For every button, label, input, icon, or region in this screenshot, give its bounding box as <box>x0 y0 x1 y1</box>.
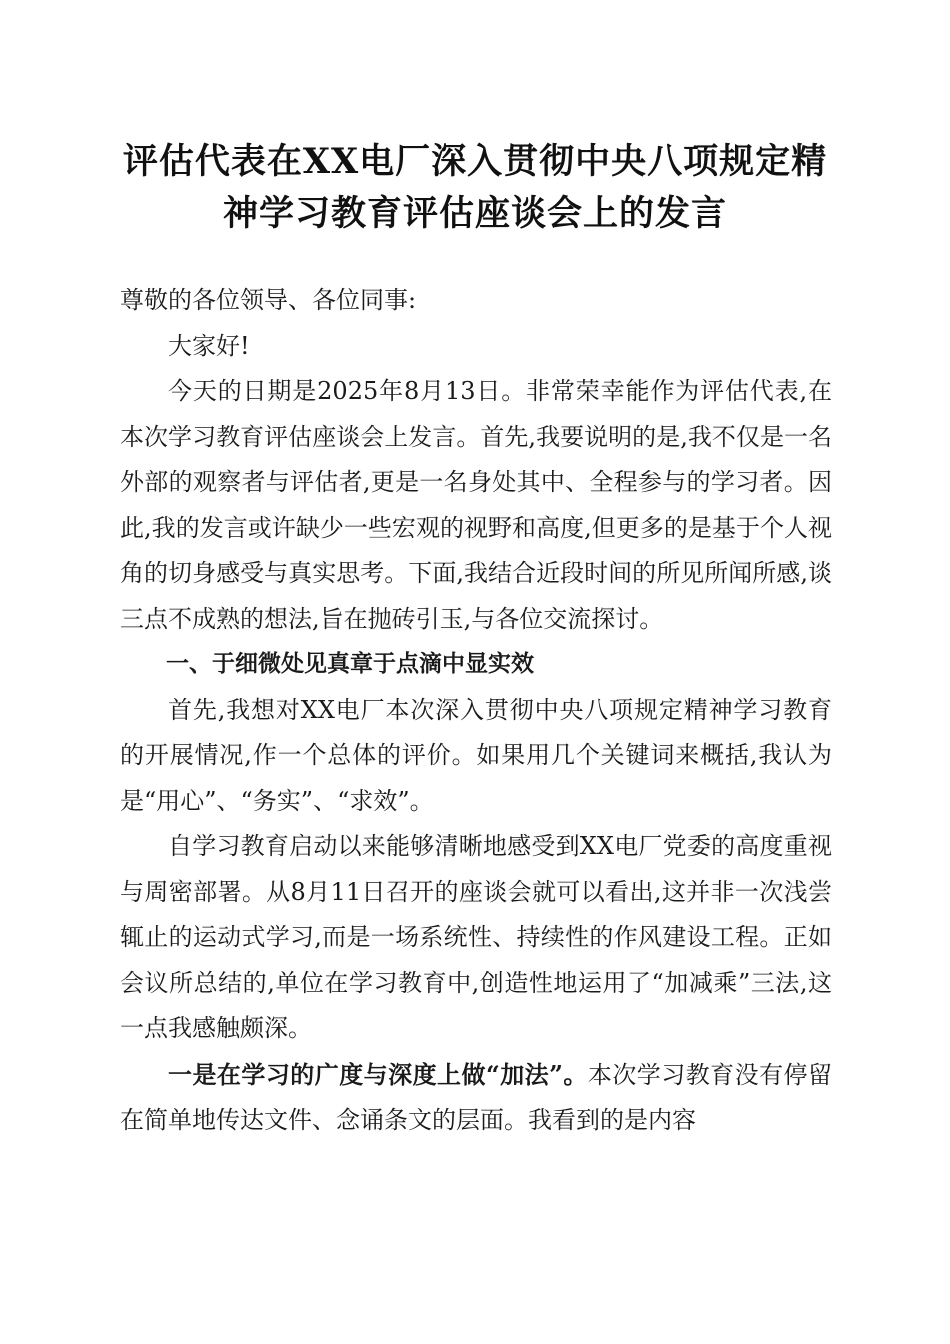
intro-paragraph: 今天的日期是2025年8月13日。非常荣幸能作为评估代表,在本次学习教育评估座谈会上发言。首先,我要说明的是,我不仅是一名外部的观察者与评估者,更是一名身处其中、全程参与的学习者。因此,我的发言或许缺少一些宏观的视野和高度,但更多的是基于个人视角的切身感受与真实思考。下面,我结合近段时间的所见所闻所感,谈三点不成熟的想法,旨在抛砖引玉,与各位交流探讨。 <box>120 377 832 633</box>
paragraph-party-committee: 自学习教育启动以来能够清晰地感受到XX电厂党委的高度重视与周密部署。从8月11日召开的座谈会就可以看出,这并非一次浅尝辄止的运动式学习,而是一场系统性、持续性的作风建设工程。正如会议所总结的,单位在学习教育中,创造性地运用了“加减乘”三法,这一点我感触颇深。 <box>120 832 832 1042</box>
document-body <box>120 278 832 1144</box>
salutation: 尊敬的各位领导、各位同事: <box>120 286 417 314</box>
paragraph-continuation: 本次学习教育没有停留在简单地传达文件、念诵条文的层面。我看到的是内容 <box>120 1060 833 1134</box>
paragraph-overall-evaluation: 首先,我想对XX电厂本次深入贯彻中央八项规定精神学习教育的开展情况,作一个总体的评价。如果用几个关键词来概括,我认为是“用心”、“务实”、“求效”。 <box>120 695 832 815</box>
document-title: 评估代表在XX电厂深入贯彻中央八项规定精神学习教育评估座谈会上的发言 <box>122 141 828 234</box>
paragraph-addition-method <box>120 1052 832 1144</box>
paragraph-lead-phrase: 一是在学习的广度与深度上做“加法”。 <box>168 1059 588 1089</box>
section-heading-1: 一、于细微处见真章于点滴中显实效 <box>166 651 534 677</box>
greeting: 大家好! <box>168 331 250 360</box>
